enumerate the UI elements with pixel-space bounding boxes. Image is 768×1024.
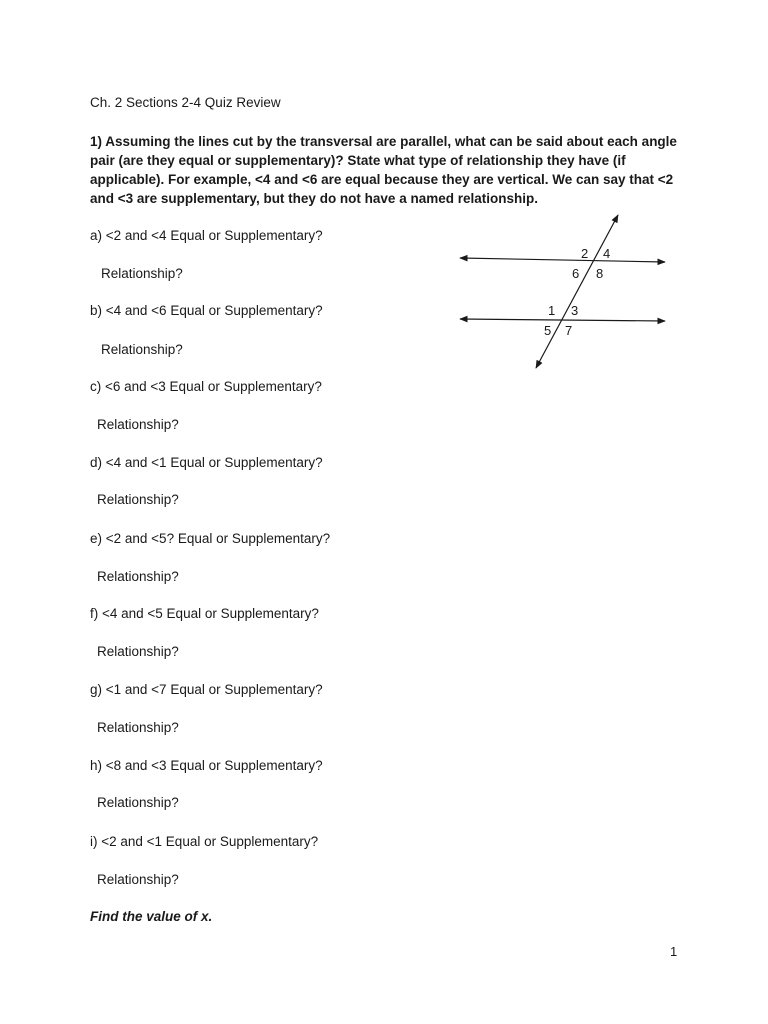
relationship-prompt: Relationship?	[97, 644, 179, 659]
question-1-instructions	[90, 132, 680, 208]
question-prompt: d) <4 and <1 Equal or Supplementary?	[90, 455, 323, 470]
angle-label-1: 1	[548, 303, 556, 318]
relationship-prompt: Relationship?	[97, 720, 179, 735]
find-x-heading: Find the value of x.	[90, 909, 213, 924]
relationship-prompt: Relationship?	[101, 266, 183, 281]
page-title: Ch. 2 Sections 2-4 Quiz Review	[90, 95, 281, 110]
parallel-line-top	[460, 258, 665, 262]
instruction-line: 1) Assuming the lines cut by the transversal are parallel, what can be said about each angle	[90, 134, 677, 149]
relationship-prompt: Relationship?	[97, 492, 179, 507]
question-prompt: c) <6 and <3 Equal or Supplementary?	[90, 379, 322, 394]
angle-label-2: 2	[581, 246, 589, 261]
relationship-prompt: Relationship?	[97, 795, 179, 810]
question-prompt: i) <2 and <1 Equal or Supplementary?	[90, 834, 319, 849]
relationship-prompt: Relationship?	[97, 417, 179, 432]
question-prompt: h) <8 and <3 Equal or Supplementary?	[90, 758, 323, 773]
page-number: 1	[670, 944, 678, 959]
angle-label-5: 5	[544, 323, 552, 338]
transversal-line	[536, 215, 618, 368]
question-prompt: f) <4 and <5 Equal or Supplementary?	[90, 606, 319, 621]
instruction-line: pair (are they equal or supplementary)? State what type of relationship they have (if	[90, 153, 626, 168]
angle-label-6: 6	[572, 266, 580, 281]
transversal-diagram	[450, 205, 680, 380]
angle-label-3: 3	[571, 303, 579, 318]
relationship-prompt: Relationship?	[101, 342, 183, 357]
angle-label-8: 8	[596, 266, 604, 281]
question-prompt: g) <1 and <7 Equal or Supplementary?	[90, 682, 323, 697]
angle-label-4: 4	[603, 246, 611, 261]
relationship-prompt: Relationship?	[97, 569, 179, 584]
relationship-prompt: Relationship?	[97, 872, 179, 887]
angle-label-7: 7	[565, 323, 573, 338]
question-prompt: e) <2 and <5? Equal or Supplementary?	[90, 531, 331, 546]
instruction-line: applicable). For example, <4 and <6 are equal because they are vertical. We can say that <2	[90, 172, 674, 187]
instruction-line: and <3 are supplementary, but they do not have a named relationship.	[90, 191, 538, 206]
question-prompt: b) <4 and <6 Equal or Supplementary?	[90, 303, 323, 318]
question-prompt: a) <2 and <4 Equal or Supplementary?	[90, 228, 323, 243]
